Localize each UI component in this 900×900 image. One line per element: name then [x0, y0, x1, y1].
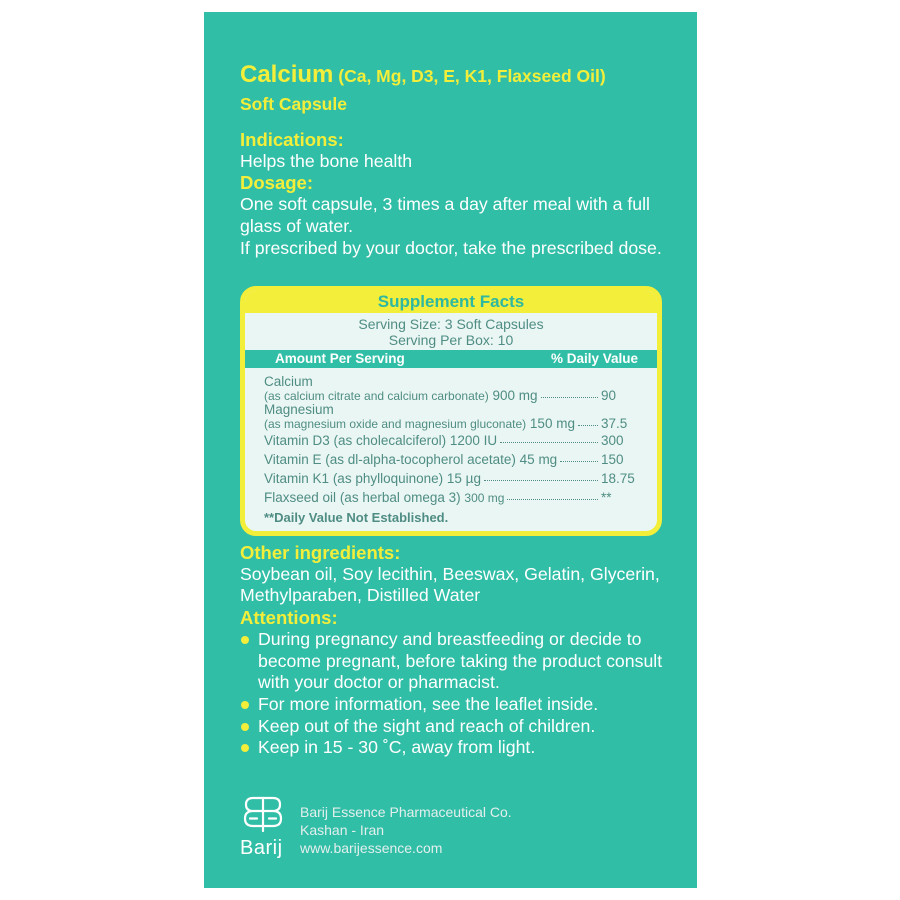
- attention-line: Keep in 15 - 30 ˚C, away from light.: [258, 737, 536, 758]
- facts-row-vitamin-k1: [245, 469, 657, 488]
- dosage-text-line: glass of water.: [240, 215, 354, 236]
- nutrient-name: Vitamin K1: [264, 471, 330, 486]
- nutrient-daily-value: 90: [601, 388, 617, 403]
- nutrient-amount: 900 mg: [492, 388, 538, 403]
- product-name: Calcium: [240, 61, 334, 88]
- nutrient-daily-value: 300: [601, 433, 624, 448]
- nutrient-label: [264, 450, 557, 469]
- logo-wordmark: Barij: [240, 837, 283, 859]
- dotted-leader: [541, 397, 598, 398]
- nutrient-name: Magnesium: [264, 402, 334, 417]
- nutrient-source: (as herbal omega 3): [339, 490, 461, 505]
- facts-footnote: **Daily Value Not Established.: [264, 510, 449, 525]
- bullet-icon: [241, 723, 249, 731]
- other-ingredients-line: Methylparaben, Distilled Water: [240, 585, 481, 606]
- nutrient-label: [264, 417, 575, 431]
- column-daily-value: % Daily Value: [550, 351, 638, 366]
- nutrient-name: Vitamin E: [264, 452, 322, 467]
- bullet-icon: [241, 744, 249, 752]
- nutrient-amount: 15 µg: [446, 471, 481, 486]
- dotted-leader: [484, 480, 598, 481]
- attention-line: Keep out of the sight and reach of children.: [258, 715, 596, 736]
- indications-text: Helps the bone health: [240, 150, 413, 171]
- nutrient-amount: 1200 IU: [449, 433, 498, 448]
- facts-row-vitamin-e: [245, 450, 657, 469]
- dosage-text-line: If prescribed by your doctor, take the prescribed dose.: [240, 237, 662, 258]
- servings-per-box: Serving Per Box: 10: [388, 332, 514, 348]
- dosage-heading: Dosage:: [240, 172, 313, 194]
- nutrient-source: (as phylloquinone): [332, 471, 444, 486]
- product-form: Soft Capsule: [240, 94, 347, 114]
- attention-line: become pregnant, before taking the product consult: [258, 650, 663, 671]
- nutrient-label: [264, 389, 538, 403]
- manufacturer-location: Kashan - Iran: [300, 822, 385, 838]
- nutrient-amount: 300 mg: [464, 491, 505, 505]
- nutrient-label: [264, 469, 481, 488]
- attention-item: [240, 716, 662, 738]
- nutrient-daily-value: 37.5: [601, 416, 628, 431]
- facts-row-flaxseed-oil: [245, 488, 657, 508]
- nutrient-amount: 150 mg: [529, 416, 575, 431]
- nutrient-label: [264, 488, 504, 508]
- dotted-leader: [500, 442, 598, 443]
- other-ingredients-heading: Other ingredients:: [240, 542, 401, 563]
- facts-row-magnesium-name: [245, 403, 657, 417]
- nutrient-name: Calcium: [264, 374, 313, 389]
- nutrient-source: (as calcium citrate and calcium carbonate): [264, 389, 489, 403]
- indications-heading: Indications:: [240, 129, 344, 150]
- facts-rows: [245, 368, 657, 527]
- facts-row-calcium-detail: [245, 389, 657, 403]
- dosage-text-line: One soft capsule, 3 times a day after meal with a full: [240, 194, 650, 215]
- attention-line: For more information, see the leaflet inside.: [258, 693, 599, 714]
- attention-item: [240, 694, 662, 716]
- manufacturer-name: Barij Essence Pharmaceutical Co.: [300, 804, 512, 820]
- nutrient-name: Flaxseed oil: [264, 490, 337, 505]
- product-composition: (Ca, Mg, D3, E, K1, Flaxseed Oil): [338, 66, 606, 86]
- attention-item: [240, 629, 662, 694]
- supplement-facts-title: Supplement Facts: [245, 291, 657, 313]
- manufacturer-info: [300, 803, 512, 857]
- supplement-facts-table: [240, 286, 662, 536]
- product-title: [240, 61, 606, 90]
- nutrient-name: Vitamin D3: [264, 433, 330, 448]
- serving-info: [245, 313, 657, 348]
- facts-row-vitamin-d3: [245, 431, 657, 450]
- nutrient-daily-value: 150: [601, 452, 624, 467]
- attentions-heading: Attentions:: [240, 607, 338, 629]
- attention-item: [240, 737, 662, 759]
- bullet-icon: [241, 636, 249, 644]
- nutrient-source: (as dl-alpha-tocopherol acetate): [325, 452, 516, 467]
- facts-column-header: [245, 350, 657, 368]
- barij-logo-icon: [240, 795, 286, 833]
- nutrient-source: (as cholecalciferol): [333, 433, 447, 448]
- indications-dosage-section: [240, 129, 662, 259]
- attention-line: with your doctor or pharmacist.: [258, 672, 500, 693]
- dotted-leader: [560, 461, 598, 462]
- manufacturer-website: www.barijessence.com: [300, 840, 443, 856]
- nutrient-source: (as magnesium oxide and magnesium gluconate): [264, 417, 527, 431]
- serving-size: Serving Size: 3 Soft Capsules: [358, 316, 544, 332]
- dotted-leader: [507, 499, 598, 500]
- nutrient-daily-value: **: [601, 490, 612, 505]
- ingredients-attentions-section: [240, 542, 662, 759]
- nutrient-daily-value: 18.75: [601, 471, 635, 486]
- other-ingredients-line: Soybean oil, Soy lecithin, Beeswax, Gelatin, Glycerin,: [240, 563, 660, 584]
- package-side-panel: [204, 12, 697, 888]
- facts-row-calcium-name: [245, 375, 657, 389]
- nutrient-amount: 45 mg: [519, 452, 558, 467]
- nutrient-label: [264, 431, 497, 450]
- attention-line: During pregnancy and breastfeeding or decide to: [258, 628, 642, 649]
- column-amount-per-serving: Amount Per Serving: [275, 351, 405, 366]
- dotted-leader: [578, 425, 598, 426]
- bullet-icon: [241, 701, 249, 709]
- facts-row-magnesium-detail: [245, 417, 657, 431]
